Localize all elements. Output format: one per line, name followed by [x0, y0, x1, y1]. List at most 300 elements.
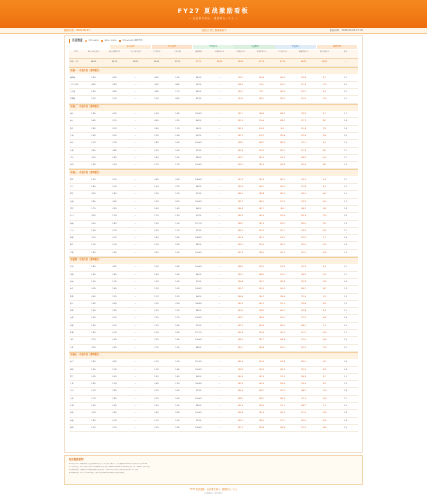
table-cell: 1.5% — [154, 280, 159, 283]
table-cell: 96.1% — [111, 61, 118, 64]
table-cell: 3.6% — [91, 120, 96, 123]
table-cell: 160.6 — [301, 164, 306, 167]
table-cell: 285.7 — [238, 288, 243, 291]
table-cell: 2.0 — [344, 83, 347, 86]
table-cell: 1.5% — [91, 142, 96, 145]
legend-tag-mid: 80%~100% — [104, 39, 117, 42]
column-header[interactable]: 排名 — [343, 51, 348, 53]
region-name: 泥城 — [70, 332, 74, 335]
table-cell: 14.7 — [322, 288, 327, 291]
table-cell: 1.3% — [154, 288, 159, 291]
table-cell: 1.3% — [112, 280, 117, 283]
table-cell: 1.3% — [154, 317, 159, 320]
table-row[interactable] — [69, 425, 358, 433]
section-header[interactable] — [69, 67, 358, 74]
table-cell: 1.6% — [175, 207, 180, 210]
table-cell: 180.2 — [259, 266, 264, 269]
table-cell: 1.8% — [154, 142, 159, 145]
table-cell: 2.0% — [91, 412, 96, 415]
section-title: 区域五 · 市县片区（第5批次） — [70, 353, 101, 357]
table-cell: 2.0% — [91, 288, 96, 291]
table-cell: 1.6 — [344, 215, 347, 218]
table-cell: 1.3% — [112, 368, 117, 371]
table-cell: 1.4% — [175, 324, 180, 327]
table-cell: — — [134, 229, 137, 232]
region-name: 周浦 — [70, 273, 74, 276]
table-cell: 13.5 — [322, 229, 327, 232]
table-cell: 186.4 — [259, 346, 264, 349]
table-cell: 97.0% — [195, 390, 202, 393]
column-header[interactable]: 超额奖励(万) — [298, 51, 309, 53]
table-cell: 180.9 — [259, 332, 264, 335]
table-cell: 193.8 — [301, 280, 306, 283]
table-cell: 286.4 — [238, 412, 243, 415]
table-cell: 15.8 — [322, 339, 327, 342]
table-cell: 111.3 — [280, 405, 285, 408]
table-cell: 1.7% — [175, 229, 180, 232]
table-cell: 1.6% — [91, 317, 96, 320]
table-cell: 13.8 — [322, 280, 327, 283]
column-header[interactable]: 上月收入(万) — [277, 51, 288, 53]
table-cell: 1.4% — [175, 237, 180, 240]
table-cell: 1.8% — [175, 113, 180, 116]
table-cell: — — [134, 251, 137, 254]
table-cell: — — [134, 419, 137, 422]
region-name: 梅陇镇 — [70, 76, 76, 79]
column-header[interactable]: 当月增长率 — [152, 51, 161, 53]
table-cell: 10.0 — [322, 156, 327, 159]
table-cell: 1.3 — [344, 251, 347, 254]
table-cell: 1.3 — [344, 200, 347, 203]
footer-note: 内部资料 · 请勿外传 — [204, 492, 223, 495]
table-cell: 183.5 — [280, 324, 285, 327]
table-cell: 1.8% — [112, 156, 117, 159]
table-cell: 170.3 — [301, 339, 306, 342]
table-cell: 4.0% — [154, 120, 159, 123]
table-cell: 108.0% — [195, 237, 202, 240]
region-name: 金山 — [70, 156, 74, 159]
table-cell: 4.5% — [175, 98, 180, 101]
column-header[interactable]: 区县 — [74, 51, 78, 53]
table-cell: 96.0% — [195, 295, 202, 298]
table-cell: 1.4 — [344, 237, 347, 240]
table-cell: 187.0 — [259, 375, 264, 378]
table-cell: 181.4 — [259, 178, 264, 181]
table-cell: 8.7 — [323, 375, 326, 378]
total-row — [69, 59, 358, 67]
notes-line: ① 统计口径：数据来源于夏战系统日报表，按自然日累计；个人激励按区县维度计算并汇总至区域。 — [69, 463, 149, 466]
table-cell: 1.1 — [344, 113, 347, 116]
table-cell: 1.2% — [154, 368, 159, 371]
table-cell: — — [218, 302, 221, 305]
table-cell: 10.9 — [322, 368, 327, 371]
table-cell: 2.2% — [175, 120, 180, 123]
table-cell: 281.1 — [259, 237, 264, 240]
table-cell: 1.3% — [154, 397, 159, 400]
table-cell: 1.7% — [91, 207, 96, 210]
table-cell: 1.4% — [91, 368, 96, 371]
column-header[interactable]: 本期收入(万) — [214, 51, 225, 53]
table-cell: — — [218, 332, 221, 335]
table-cell: — — [134, 346, 137, 349]
table-cell: 1.3% — [175, 193, 180, 196]
table-cell: — — [344, 61, 347, 64]
table-cell: 176.3 — [301, 383, 306, 386]
table-cell: — — [134, 178, 137, 181]
table-cell: 281.3 — [259, 302, 264, 305]
table-cell: 1.8% — [112, 273, 117, 276]
table-cell: 1.4 — [344, 419, 347, 422]
table-cell: 166.2 — [280, 310, 285, 313]
table-cell: 281.5 — [238, 200, 243, 203]
table-cell: 180.0 — [259, 76, 264, 79]
table-cell: 187.0 — [259, 222, 264, 225]
table-cell: 14.9 — [322, 207, 327, 210]
table-cell: — — [218, 98, 221, 101]
table-cell: 288.3 — [259, 273, 264, 276]
table-cell: 285.5 — [238, 215, 243, 218]
table-cell: 108.0% — [195, 302, 202, 305]
table-cell: 2.6% — [91, 149, 96, 152]
table-cell: — — [134, 149, 137, 152]
table-cell: 1.6 — [344, 361, 347, 364]
table-cell: 1.8 — [344, 412, 347, 415]
table-cell: 1.7 — [344, 229, 347, 232]
table-cell: — — [134, 98, 137, 101]
table-cell: 286.6 — [238, 390, 243, 393]
table-cell: 0.9% — [112, 361, 117, 364]
table-cell: 97.0% — [195, 324, 202, 327]
column-group: 增长进度 — [152, 45, 193, 49]
table-cell: 108.0% — [195, 178, 202, 181]
column-group: 达成进度 — [110, 45, 151, 49]
table-cell: 133.8 — [280, 266, 285, 269]
table-cell: 281.3 — [238, 134, 243, 137]
table-cell: 12.0 — [322, 244, 327, 247]
table-cell: 1.3% — [175, 383, 180, 386]
table-cell: 1.6% — [112, 310, 117, 313]
table-cell: 1.3 — [344, 142, 347, 145]
table-cell: 163.2 — [280, 98, 285, 101]
update-time: 更新时间：2026-06-08 17:30 — [329, 28, 363, 32]
table-cell: — — [134, 207, 137, 210]
table-cell: 1.4% — [175, 397, 180, 400]
table-cell: — — [134, 368, 137, 371]
table-cell: 5.8% — [112, 91, 117, 94]
table-cell: 183.1 — [301, 288, 306, 291]
table-cell: — — [134, 127, 137, 130]
table-cell: 98.0% — [195, 186, 202, 189]
table-cell: 181.6 — [259, 412, 264, 415]
table-cell: 11.0 — [322, 390, 327, 393]
table-cell: 130.7 — [301, 91, 306, 94]
table-cell: 175.3 — [301, 397, 306, 400]
table-cell: 87.7 — [259, 91, 264, 94]
table-cell: 1.6% — [175, 375, 180, 378]
table-cell: 1.7% — [175, 164, 180, 167]
table-cell: 108.3 — [301, 375, 306, 378]
table-cell: 130.8 — [280, 134, 285, 137]
table-cell: 14.1 — [322, 164, 327, 167]
table-cell: 205.1 — [238, 76, 243, 79]
region-name: 华漕镇 — [70, 98, 76, 101]
table-cell: 97.0% — [195, 280, 202, 283]
table-cell: 2.0% — [91, 156, 96, 159]
table-cell: 1.8% — [91, 127, 96, 130]
table-cell: 281.3 — [259, 156, 264, 159]
table-cell: 3.3% — [91, 215, 96, 218]
table-cell: 1.3% — [175, 215, 180, 218]
region-name: 奉贤 — [70, 149, 74, 152]
table-cell: 286.5 — [238, 229, 243, 232]
table-cell: 282.2 — [238, 156, 243, 159]
column-header[interactable]: 日均上量 — [174, 51, 181, 53]
table-cell: 190.1 — [280, 83, 285, 86]
table-cell: — — [218, 288, 221, 291]
table-cell: 180.5 — [238, 98, 243, 101]
table-cell: — — [134, 222, 137, 225]
table-cell: 3.1% — [112, 127, 117, 130]
table-cell: 100.0% — [195, 383, 202, 386]
region-name: 南汇 — [70, 288, 74, 291]
column-header[interactable]: 累计奖励(万) — [319, 51, 330, 53]
table-cell: 1.5% — [175, 405, 180, 408]
column-header[interactable]: 上期收入(万) — [235, 51, 246, 53]
table-cell: 1.3% — [112, 98, 117, 101]
table-cell: 110.7 — [301, 332, 306, 335]
table-cell: 113.4 — [301, 83, 306, 86]
table-cell: 1.6% — [112, 339, 117, 342]
table-cell: 288.0 — [238, 266, 243, 269]
table-cell: 1.6% — [154, 412, 159, 415]
region-name: 惠南 — [70, 280, 74, 283]
table-cell: 1.2 — [344, 98, 347, 101]
table-cell: 1.7% — [175, 317, 180, 320]
table-cell: 1.4% — [154, 237, 159, 240]
legend — [69, 39, 143, 43]
table-cell: 281.6 — [238, 405, 243, 408]
table-cell: 97.2% — [279, 61, 286, 64]
table-cell: 8.6 — [323, 266, 326, 269]
table-cell: 1.4 — [344, 390, 347, 393]
table-cell: 285.1 — [238, 419, 243, 422]
table-cell: 180.1 — [301, 361, 306, 364]
table-cell: 95.8% — [237, 61, 244, 64]
table-cell: 190.0 — [301, 368, 306, 371]
update-status: 【夏战大区】数据更新中 — [200, 28, 227, 32]
table-cell: — — [134, 266, 137, 269]
region-name: 新场 — [70, 310, 74, 313]
table-cell: 88.0% — [195, 346, 202, 349]
table-title: 区县维度 — [72, 39, 83, 43]
column-header[interactable]: 累计目标完成率 — [87, 51, 100, 53]
section-title: 区域四 · 市县片区（第4批次） — [70, 258, 101, 262]
table-cell: 1.9 — [344, 383, 347, 386]
table-cell: 100.0% — [195, 266, 202, 269]
table-cell: 1.9% — [112, 164, 117, 167]
table-cell: 188.5 — [259, 310, 264, 313]
table-cell: 160.5 — [280, 288, 285, 291]
table-cell: 118.9 — [301, 113, 306, 116]
legend-swatch-mid — [101, 40, 103, 42]
region-name: 黄浦 — [70, 200, 74, 203]
table-cell: 183.1 — [259, 98, 264, 101]
table-cell: 100.0% — [195, 200, 202, 203]
page-footer — [0, 489, 427, 500]
table-cell: 130.1 — [280, 273, 285, 276]
table-cell: 1.3% — [154, 98, 159, 101]
table-cell: — — [218, 215, 221, 218]
table-cell: 1.5% — [112, 317, 117, 320]
table-cell: 180.3 — [259, 149, 264, 152]
table-cell: 1.8 — [344, 207, 347, 210]
table-cell: 1.4% — [112, 412, 117, 415]
table-cell: 11.9 — [322, 215, 327, 218]
table-cell: 80.0% — [195, 91, 202, 94]
table-cell: 1.5% — [91, 98, 96, 101]
table-cell: 8.3 — [323, 142, 326, 145]
column-header[interactable]: 累计同期增长率 — [108, 51, 121, 53]
table-cell: 188.9 — [259, 113, 264, 116]
table-cell: 1.4% — [112, 346, 117, 349]
table-cell: 2.0 — [344, 134, 347, 137]
info-bar — [0, 28, 427, 34]
table-cell: 281.5 — [238, 324, 243, 327]
table-cell: 1.4% — [175, 149, 180, 152]
table-cell: — — [134, 339, 137, 342]
table-cell: 3.0% — [112, 302, 117, 305]
table-cell: 138.4 — [280, 295, 285, 298]
section-title: 区域一 · 市县片区（第1批次） — [70, 68, 101, 72]
column-header[interactable]: 当月目标完成率 — [129, 51, 142, 53]
column-header-row — [69, 50, 358, 59]
table-cell: 1.8% — [112, 193, 117, 196]
table-cell: 288.3 — [238, 397, 243, 400]
table-cell: 16.3 — [322, 193, 327, 196]
section-header[interactable] — [69, 104, 358, 111]
region-name: 万祥 — [70, 346, 74, 349]
table-cell: 182.1 — [259, 397, 264, 400]
table-cell: 2.1% — [112, 237, 117, 240]
table-cell: 285.2 — [238, 127, 243, 130]
table-cell: 150.1 — [301, 251, 306, 254]
column-group: 超额奖励 — [317, 45, 358, 49]
table-cell: 113.3 — [301, 317, 306, 320]
table-cell: 95.1 — [280, 127, 285, 130]
table-cell: 2.6% — [154, 178, 159, 181]
table-cell: — — [218, 237, 221, 240]
table-cell: 16.1 — [322, 149, 327, 152]
section-title: 区域二 · 市县片区（第2批次） — [70, 105, 101, 109]
table-cell: 168.0 — [280, 397, 285, 400]
section-header[interactable] — [69, 257, 358, 264]
section-header[interactable] — [69, 352, 358, 359]
table-cell: — — [218, 200, 221, 203]
table-cell: 1.8% — [91, 302, 96, 305]
table-cell: 100.0% — [195, 339, 202, 342]
table-cell: 1.0% — [154, 113, 159, 116]
table-cell: 1.7 — [344, 332, 347, 335]
table-cell: — — [218, 317, 221, 320]
table-cell: 8.7 — [323, 76, 326, 79]
table-cell: 285.8 — [238, 149, 243, 152]
table-cell: 186.3 — [259, 251, 264, 254]
table-cell: 3.8% — [154, 91, 159, 94]
table-cell: 1.6 — [344, 280, 347, 283]
table-cell: 1.4% — [91, 273, 96, 276]
table-cell: 139.0 — [280, 215, 285, 218]
table-cell: 100.0% — [195, 251, 202, 254]
table-cell: 97.0% — [195, 193, 202, 196]
table-cell: — — [134, 273, 137, 276]
table-cell: 1.5% — [154, 310, 159, 313]
table-cell: 287.9 — [238, 251, 243, 254]
table-cell: 1.5% — [154, 229, 159, 232]
region-name: 崇明 — [70, 164, 74, 167]
table-cell: 0.0% — [154, 83, 159, 86]
table-cell: 18.7 — [322, 120, 327, 123]
column-header[interactable]: 激励系数 — [195, 51, 202, 53]
section-header[interactable] — [69, 169, 358, 176]
table-cell: 188.9 — [280, 142, 285, 145]
column-header[interactable]: 环比增长(万) — [256, 51, 267, 53]
table-cell: 116.9 — [280, 156, 285, 159]
table-cell: 2.7% — [91, 339, 96, 342]
table-cell: 208.0 — [301, 156, 306, 159]
table-cell: 190.1 — [280, 222, 285, 225]
table-cell: 1.6% — [154, 127, 159, 130]
table-cell: 1.3% — [154, 426, 159, 429]
table-cell: 整体 · 合计 — [70, 61, 79, 64]
table-cell: 1.8% — [112, 222, 117, 225]
table-cell: 1.3% — [112, 186, 117, 189]
table-cell: 1.5% — [154, 375, 159, 378]
table-cell: 13.0 — [322, 332, 327, 335]
table-cell: 11.0 — [322, 98, 327, 101]
table-cell: 176.3 — [301, 229, 306, 232]
table-cell: 111.7% — [195, 222, 202, 225]
table-cell: — — [218, 390, 221, 393]
table-cell: 12.5 — [322, 273, 327, 276]
table-cell: 1.3% — [154, 193, 159, 196]
table-cell: 100.0% — [195, 113, 202, 116]
table-cell: 10.4 — [322, 317, 327, 320]
table-cell: 93.3% — [195, 149, 202, 152]
table-cell: 123.4 — [301, 127, 306, 130]
table-cell: 1.2 — [344, 76, 347, 79]
table-cell: 1.9 — [344, 339, 347, 342]
table-cell: — — [134, 426, 137, 429]
table-cell: — — [218, 383, 221, 386]
table-cell: 3.5% — [91, 193, 96, 196]
footer-slogan: FY27 夏战激励 · 以结果为导向 · 激励到每一个人 — [189, 488, 238, 491]
table-cell: 120.9 — [301, 98, 306, 101]
table-cell: 168.7 — [301, 405, 306, 408]
table-cell: 1.4 — [344, 317, 347, 320]
page-subtitle: — 以结果为导向 · 激励到每一个人 — — [188, 17, 239, 20]
table-cell: 1.9 — [344, 426, 347, 429]
table-cell: 1.2% — [154, 419, 159, 422]
table-cell: 0.9% — [112, 76, 117, 79]
table-cell: — — [218, 266, 221, 269]
table-cell: 1.6 — [344, 127, 347, 130]
table-cell: 163.8 — [280, 164, 285, 167]
table-cell: 2.0% — [175, 302, 180, 305]
table-cell: 1.6 — [344, 244, 347, 247]
table-cell: 193.7 — [280, 149, 285, 152]
table-cell: — — [134, 383, 137, 386]
legend-swatch-high — [119, 40, 121, 42]
